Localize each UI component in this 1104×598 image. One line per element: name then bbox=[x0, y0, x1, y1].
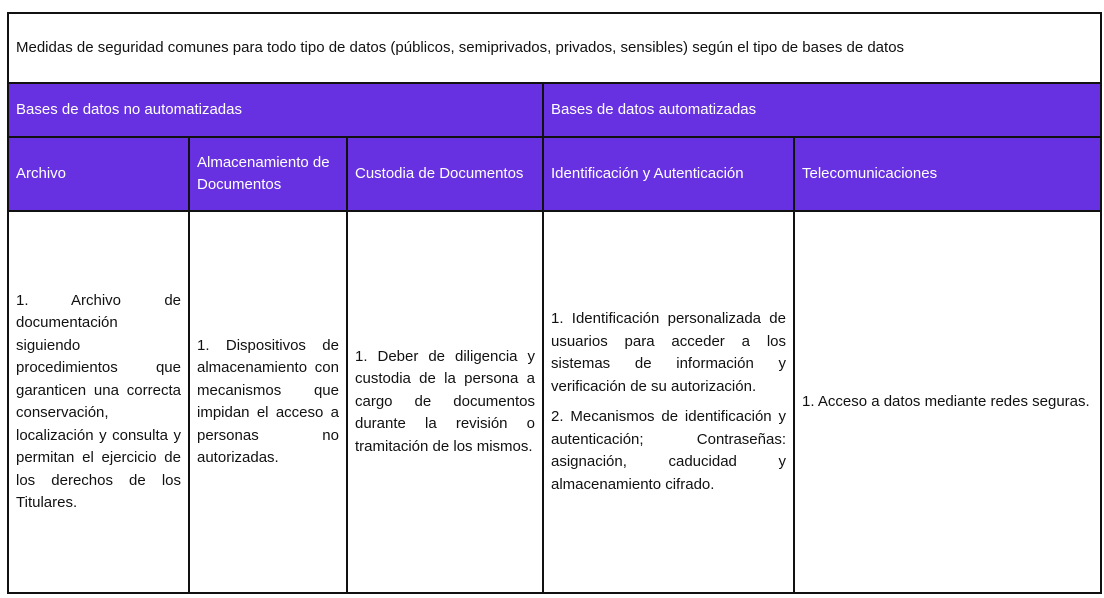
column-header-label: Identificación y Autenticación bbox=[551, 164, 744, 182]
section-header-manual: Bases de datos no automatizadas bbox=[8, 83, 543, 137]
section-header-automated: Bases de datos automatizadas bbox=[543, 83, 1101, 137]
column-header-custodia bbox=[347, 137, 543, 211]
column-header-label: Telecomunicaciones bbox=[802, 164, 938, 182]
measure-text: 2. Mecanismos de identificación y autenticación; Contraseñas: asignación, caducidad y almacenamiento cifrado. bbox=[551, 408, 786, 493]
cell-identificacion bbox=[543, 211, 794, 593]
column-header-identificacion bbox=[543, 137, 794, 211]
security-measures-table bbox=[7, 12, 1102, 594]
measure-text: 1. Archivo de documentación siguiendo procedimientos que garanticen una correcta conservación, localización y consulta y permitan el ejercicio de los derechos de los Titulares. bbox=[16, 291, 181, 511]
column-header-telecomunicaciones bbox=[794, 137, 1101, 211]
table-title: Medidas de seguridad comunes para todo tipo de datos (públicos, semiprivados, privados, sensibles) según el tipo de bases de datos bbox=[8, 13, 1101, 83]
measure-text: 1. Acceso a datos mediante redes seguras. bbox=[802, 392, 1090, 410]
column-header-almacenamiento bbox=[189, 137, 347, 211]
measure-text: 1. Identificación personalizada de usuarios para acceder a los sistemas de información y verificación de su autorización. bbox=[551, 310, 786, 395]
cell-almacenamiento bbox=[189, 211, 347, 593]
column-header-label: Archivo bbox=[16, 164, 67, 182]
column-header-label: Custodia de Documentos bbox=[355, 164, 524, 182]
cell-custodia bbox=[347, 211, 543, 593]
measure-text: 1. Deber de diligencia y custodia de la persona a cargo de documentos durante la revisión o tramitación de los mismos. bbox=[355, 347, 535, 455]
cell-archivo bbox=[8, 211, 189, 593]
cell-telecomunicaciones bbox=[794, 211, 1101, 593]
measure-text: 1. Dispositivos de almacenamiento con mecanismos que impidan el acceso a personas no autorizadas. bbox=[197, 336, 339, 466]
column-header-label: Almacenamiento de Documentos bbox=[197, 153, 330, 193]
column-header-archivo bbox=[8, 137, 189, 211]
